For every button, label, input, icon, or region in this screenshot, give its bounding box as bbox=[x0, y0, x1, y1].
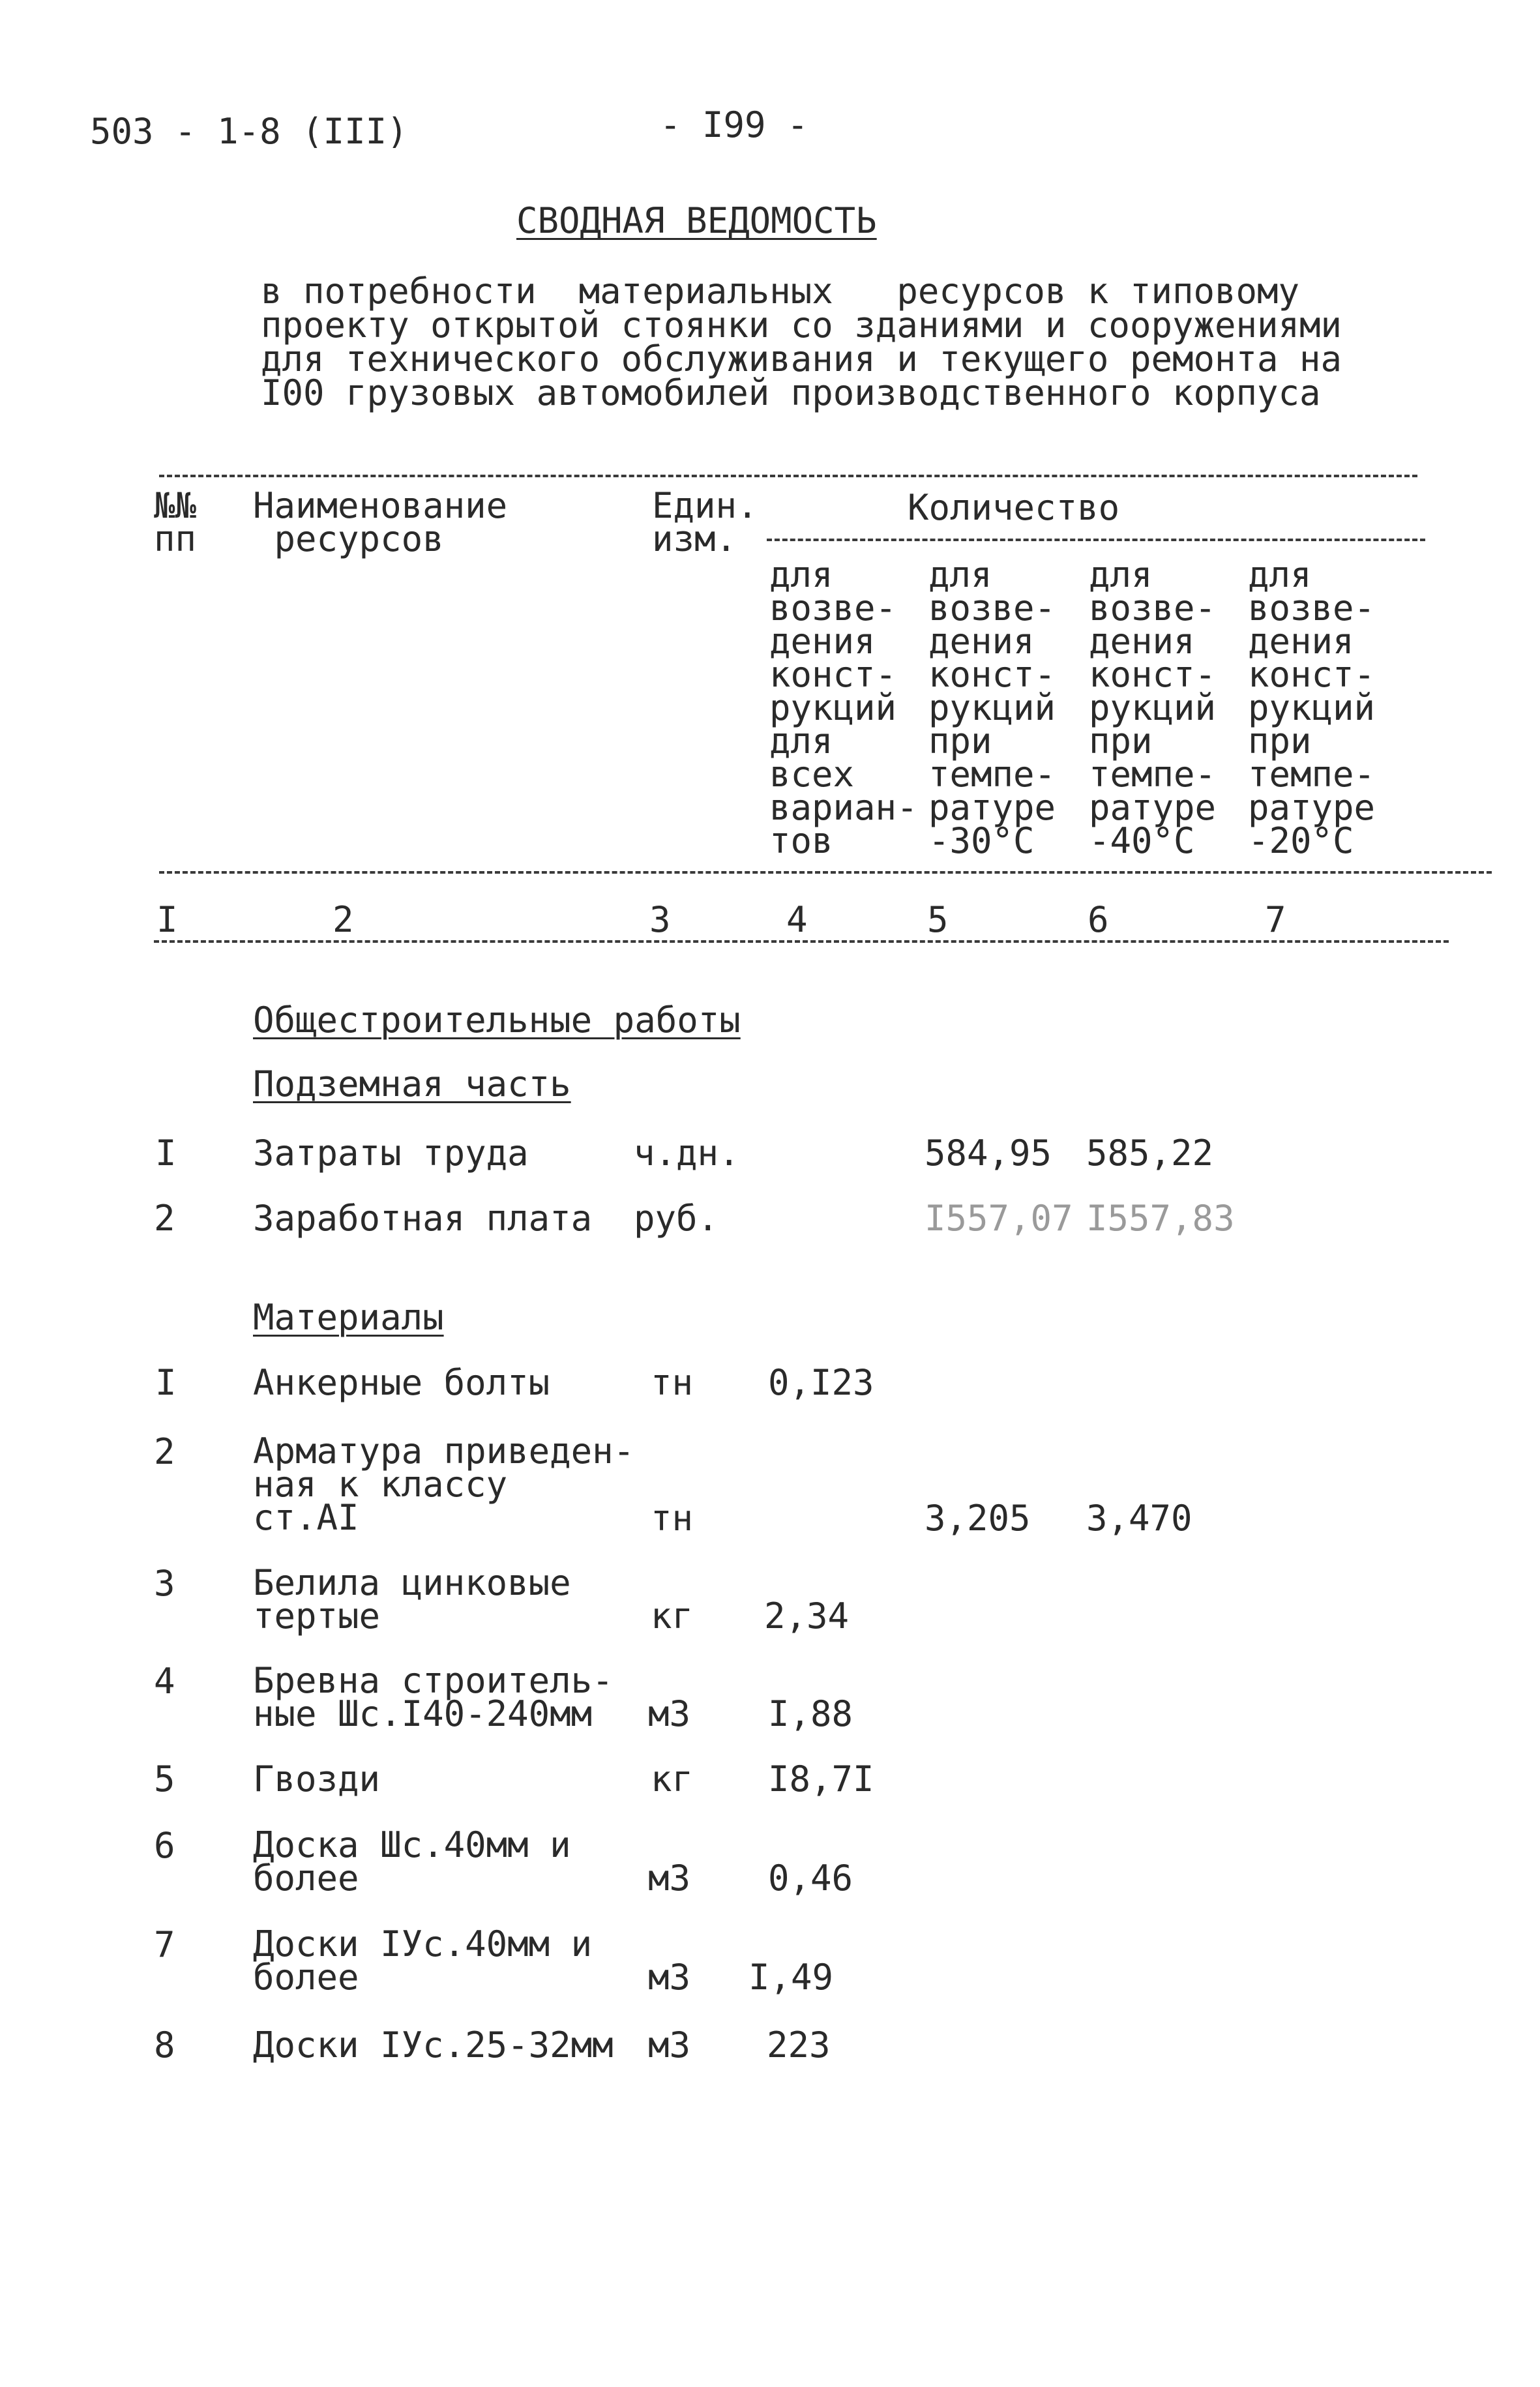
subtitle-line-3: для технического обслуживания и текущего ремонта на bbox=[261, 338, 1342, 379]
material-row-2-c5: 3,205 bbox=[925, 1498, 1031, 1539]
labor-row-1-num: I bbox=[155, 1133, 177, 1174]
material-row-1-num: I bbox=[155, 1362, 177, 1403]
labor-row-1-c6: 585,22 bbox=[1086, 1133, 1214, 1174]
header-num-col: №№ пп bbox=[154, 485, 197, 559]
subtitle-line-4: I00 грузовых автомобилей производственного корпуса bbox=[261, 372, 1321, 413]
material-row-2-num: 2 bbox=[154, 1431, 175, 1472]
subtitle-line-1: в потребности материальных ресурсов к типовому bbox=[261, 271, 1300, 312]
section-general-works: Общестроительные работы bbox=[253, 1000, 741, 1041]
header-sub-col-6: для возве- дения конст- рукций при темпе- ратуре -40°С bbox=[1089, 554, 1217, 861]
header-sub-col-4: для возве- дения конст- рукций для всех вариан- тов bbox=[769, 554, 918, 861]
material-row-5-name: Гвозди bbox=[253, 1758, 381, 1800]
material-row-8-c4: 223 bbox=[767, 2024, 831, 2066]
material-row-6-c4: 0,46 bbox=[768, 1858, 853, 1899]
labor-row-2-name: Заработная плата bbox=[253, 1198, 593, 1239]
header-sub-col-5: для возве- дения конст- рукций при темпе- ратуре -30°С bbox=[928, 554, 1056, 861]
material-row-7-name: Доски IУс.40мм и более bbox=[253, 1923, 593, 1998]
page-number: - I99 - bbox=[660, 104, 808, 145]
labor-row-2-c6: I557,83 bbox=[1086, 1198, 1235, 1239]
material-row-2-name: Арматура приведен- ная к классу ст.АI bbox=[253, 1431, 635, 1538]
material-row-6-name: Доска Шс.40мм и более bbox=[253, 1824, 571, 1899]
material-row-6-unit: м3 bbox=[648, 1858, 691, 1899]
material-row-6-num: 6 bbox=[154, 1825, 175, 1866]
labor-row-1-unit: ч.дн. bbox=[634, 1133, 740, 1174]
material-row-4-unit: м3 bbox=[648, 1693, 691, 1734]
material-row-3-num: 3 bbox=[154, 1563, 175, 1604]
col-number-7: 7 bbox=[1265, 899, 1286, 940]
material-row-4-num: 4 bbox=[154, 1661, 175, 1702]
material-row-7-num: 7 bbox=[154, 1924, 175, 1965]
material-row-1-name: Анкерные болты bbox=[253, 1362, 550, 1403]
material-row-2-unit: тн bbox=[651, 1498, 694, 1539]
material-row-1-unit: тн bbox=[651, 1362, 694, 1403]
col-number-2: 2 bbox=[333, 899, 354, 940]
material-row-5-num: 5 bbox=[154, 1758, 175, 1800]
page-title: СВОДНАЯ ВЕДОМОСТЬ bbox=[516, 200, 877, 241]
material-row-8-name: Доски IУс.25-32мм bbox=[253, 2024, 614, 2066]
material-row-8-unit: м3 bbox=[648, 2024, 691, 2066]
subtitle-line-2: проекту открытой стоянки со зданиями и сооружениями bbox=[261, 304, 1342, 346]
labor-row-2-num: 2 bbox=[154, 1198, 175, 1239]
col-number-4: 4 bbox=[786, 899, 808, 940]
quantity-sub-rule bbox=[767, 539, 1425, 541]
material-row-7-unit: м3 bbox=[648, 1957, 691, 1998]
material-row-8-num: 8 bbox=[154, 2024, 175, 2066]
material-row-4-name: Бревна строитель- ные Шс.I40-240мм bbox=[253, 1660, 614, 1734]
header-unit-col: Един. изм. bbox=[652, 485, 758, 559]
material-row-2-c6: 3,470 bbox=[1086, 1498, 1192, 1539]
material-row-1-c4: 0,I23 bbox=[768, 1362, 874, 1403]
col-number-5: 5 bbox=[927, 899, 949, 940]
header-name-col: Наименование ресурсов bbox=[253, 485, 508, 559]
col-number-1: I bbox=[156, 899, 178, 940]
material-row-5-c4: I8,7I bbox=[768, 1758, 874, 1800]
labor-row-1-name: Затраты труда bbox=[253, 1133, 529, 1174]
material-row-3-unit: кг bbox=[651, 1595, 694, 1637]
material-row-3-name: Белила цинковые тертые bbox=[253, 1562, 571, 1637]
material-row-5-unit: кг bbox=[651, 1758, 694, 1800]
header-bottom-rule bbox=[159, 871, 1492, 874]
col-number-3: 3 bbox=[649, 899, 671, 940]
labor-row-2-unit: руб. bbox=[634, 1198, 719, 1239]
labor-row-1-c5: 584,95 bbox=[925, 1133, 1052, 1174]
header-quantity: Количество bbox=[908, 487, 1120, 528]
col-number-rule bbox=[154, 940, 1449, 943]
section-materials: Материалы bbox=[253, 1297, 444, 1338]
document-code: 503 - 1-8 (III) bbox=[90, 111, 408, 152]
material-row-7-c4: I,49 bbox=[748, 1957, 834, 1998]
material-row-4-c4: I,88 bbox=[768, 1693, 853, 1734]
col-number-6: 6 bbox=[1088, 899, 1109, 940]
material-row-3-c4: 2,34 bbox=[764, 1595, 850, 1637]
table-top-rule bbox=[159, 475, 1417, 477]
labor-row-2-c5: I557,07 bbox=[925, 1198, 1073, 1239]
section-underground: Подземная часть bbox=[253, 1063, 571, 1105]
header-sub-col-7: для возве- дения конст- рукций при темпе- ратуре -20°С bbox=[1248, 554, 1376, 861]
